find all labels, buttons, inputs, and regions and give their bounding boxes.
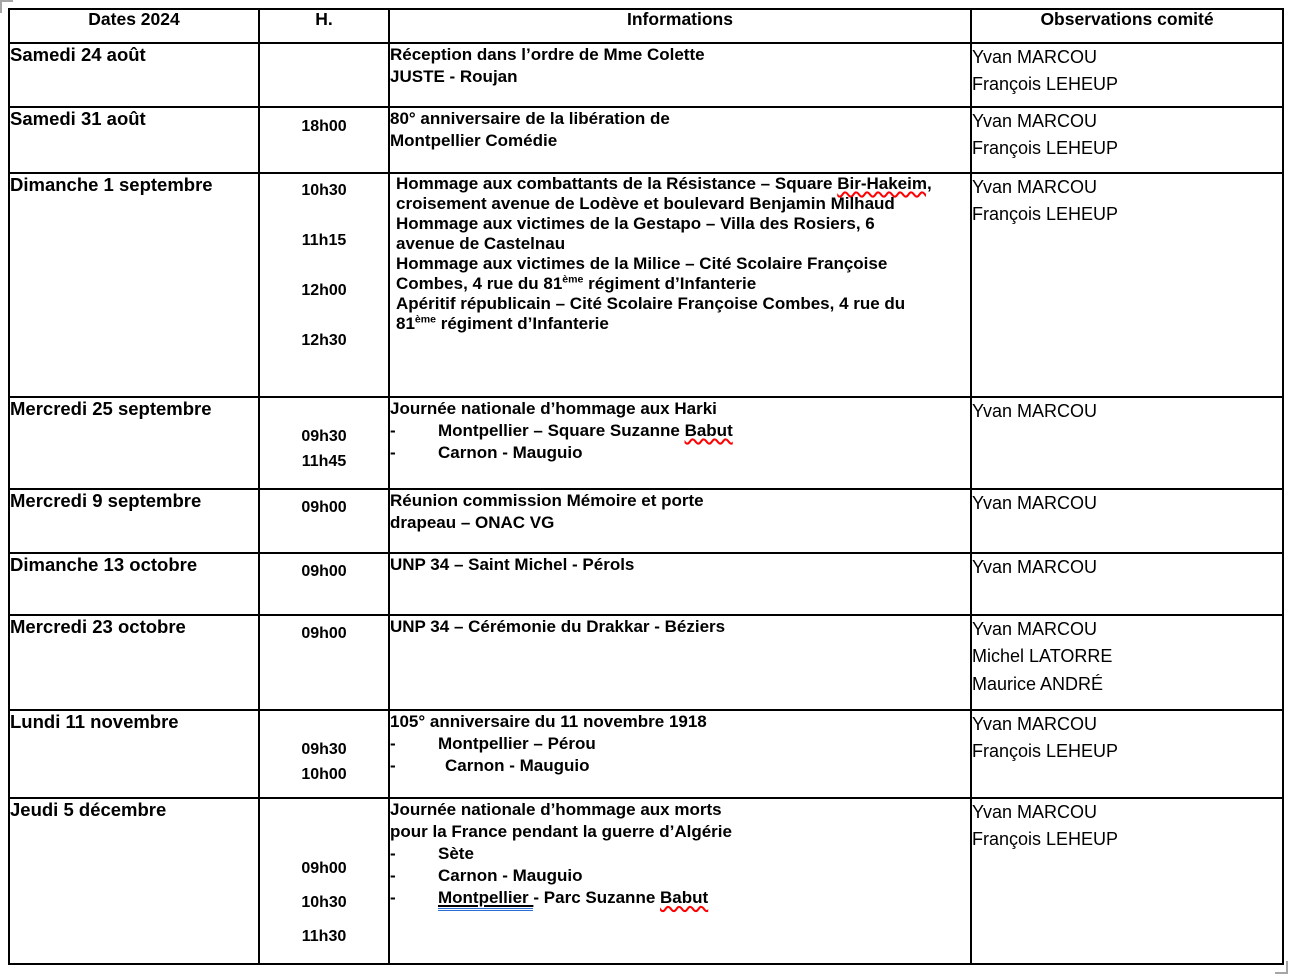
cell-observations <box>971 489 1283 553</box>
cell-observations <box>971 615 1283 710</box>
cell-observations <box>971 43 1283 107</box>
cell-observations <box>971 710 1283 798</box>
cell-date: Lundi 11 novembre <box>9 710 259 798</box>
bullet-text: Carnon - Mauguio <box>445 756 590 776</box>
bullet-text: Carnon - Mauguio <box>438 866 583 886</box>
bullet-text: Carnon - Mauguio <box>438 443 583 463</box>
bullet-item <box>390 733 970 755</box>
time-value: 10h00 <box>301 766 347 783</box>
bullet-text <box>438 420 733 442</box>
time-value: 18h00 <box>301 118 347 135</box>
misspelled-word: Babut <box>684 421 733 441</box>
bullet-dash: - <box>390 844 396 864</box>
observation-name: Yvan MARCOU <box>972 47 1098 67</box>
cell-date: Samedi 24 août <box>9 43 259 107</box>
time-value: 11h30 <box>301 928 347 945</box>
bullet-item <box>390 865 970 887</box>
table-body <box>9 43 1283 964</box>
observation-name: Michel LATORRE <box>972 646 1113 667</box>
info-line: Apéritif républicain – Cité Scolaire Françoise Combes, 4 rue du <box>396 294 906 314</box>
info-line: drapeau – ONAC VG <box>390 513 555 533</box>
bullet-item <box>390 442 970 464</box>
table-header-row <box>9 9 1283 43</box>
bullet-item <box>390 843 970 865</box>
cell-informations <box>389 107 971 173</box>
info-line: JUSTE - Roujan <box>390 67 518 87</box>
cell-informations <box>389 43 971 107</box>
cell-informations <box>389 489 971 553</box>
observation-name: François LEHEUP <box>972 829 1119 850</box>
cell-time <box>259 553 389 615</box>
bullet-dash: - <box>390 734 396 754</box>
info-heading: Journée nationale d’hommage aux Harki <box>390 399 717 418</box>
info-line: Hommage aux victimes de la Milice – Cité Scolaire Françoise <box>396 254 888 274</box>
observation-name: Maurice ANDRÉ <box>972 673 1104 694</box>
misspelled-word: Babut <box>660 888 709 908</box>
observation-name: Yvan MARCOU <box>972 802 1098 822</box>
bullet-text <box>438 887 708 909</box>
cell-observations <box>971 107 1283 173</box>
observation-name: François LEHEUP <box>972 138 1119 159</box>
bullet-item <box>390 887 970 909</box>
cell-date: Dimanche 1 septembre <box>9 173 259 397</box>
ordinal-suffix: ème <box>562 273 584 286</box>
table-row <box>9 615 1283 710</box>
info-line: UNP 34 – Saint Michel - Pérols <box>390 555 635 574</box>
observation-name: Yvan MARCOU <box>972 714 1098 734</box>
table-row <box>9 397 1283 489</box>
info-line: 80° anniversaire de la libération de <box>390 109 670 128</box>
cell-date: Mercredi 9 septembre <box>9 489 259 553</box>
cell-time <box>259 43 389 107</box>
observation-name: Yvan MARCOU <box>972 177 1098 197</box>
time-value: 10h30 <box>301 182 347 199</box>
bullet-dash: - <box>390 421 396 441</box>
cell-informations <box>389 173 971 397</box>
cell-observations <box>971 798 1283 964</box>
time-value: 09h00 <box>301 499 347 516</box>
bullet-dash: - <box>390 443 396 463</box>
info-line <box>396 314 970 334</box>
cell-time <box>259 107 389 173</box>
info-line: Réunion commission Mémoire et porte <box>390 491 704 510</box>
cell-observations <box>971 397 1283 489</box>
info-line <box>396 174 970 194</box>
observation-name: Yvan MARCOU <box>972 619 1098 639</box>
cell-date: Samedi 31 août <box>9 107 259 173</box>
cell-time <box>259 173 389 397</box>
cell-date: Mercredi 25 septembre <box>9 397 259 489</box>
bullet-item <box>390 755 970 777</box>
column-header-observations: Observations comité <box>971 9 1283 43</box>
document-page <box>8 8 1282 965</box>
time-value: 09h00 <box>301 860 347 877</box>
misspelled-word: Bir-Hakeim, <box>837 174 932 193</box>
observation-name: Yvan MARCOU <box>972 111 1098 131</box>
info-text: - Parc Suzanne <box>533 888 661 908</box>
bullet-dash: - <box>390 866 396 886</box>
time-value: 09h30 <box>301 741 347 758</box>
table-row <box>9 489 1283 553</box>
observation-name: Yvan MARCOU <box>972 493 1098 513</box>
cell-informations <box>389 710 971 798</box>
cell-time <box>259 489 389 553</box>
table-row <box>9 553 1283 615</box>
cell-date: Mercredi 23 octobre <box>9 615 259 710</box>
observation-name: François LEHEUP <box>972 741 1119 762</box>
column-header-hour: H. <box>259 9 389 43</box>
time-value: 10h30 <box>301 894 347 911</box>
cell-observations <box>971 553 1283 615</box>
observation-name: François LEHEUP <box>972 74 1119 95</box>
info-text: Montpellier – Square Suzanne <box>438 421 685 441</box>
time-value: 09h00 <box>301 625 347 642</box>
observation-name: Yvan MARCOU <box>972 401 1098 421</box>
time-value: 11h15 <box>301 232 347 249</box>
bullet-text: Montpellier – Pérou <box>438 734 596 754</box>
time-value: 09h30 <box>301 428 347 445</box>
info-text: régiment d’Infanterie <box>583 274 757 294</box>
info-heading: Journée nationale d’hommage aux morts <box>390 800 722 819</box>
info-line <box>396 274 970 294</box>
cell-observations <box>971 173 1283 397</box>
info-text: régiment d’Infanterie <box>436 314 609 334</box>
table-header <box>9 9 1283 43</box>
table-row <box>9 173 1283 397</box>
cell-date: Jeudi 5 décembre <box>9 798 259 964</box>
time-value: 11h45 <box>301 453 347 470</box>
table-row <box>9 107 1283 173</box>
cell-time <box>259 397 389 489</box>
info-text: 81 <box>396 314 415 334</box>
info-line: croisement avenue de Lodève et boulevard Benjamin Milhaud <box>396 194 895 214</box>
info-line: Montpellier Comédie <box>390 131 558 151</box>
bullet-item <box>390 420 970 442</box>
bullet-dash: - <box>390 756 396 776</box>
column-header-informations: Informations <box>389 9 971 43</box>
time-value: 12h30 <box>301 332 347 349</box>
bullet-dash: - <box>390 888 396 908</box>
info-heading: pour la France pendant la guerre d’Algérie <box>390 822 732 842</box>
info-line: Réception dans l’ordre de Mme Colette <box>390 45 705 64</box>
table-row <box>9 798 1283 964</box>
cell-date: Dimanche 13 octobre <box>9 553 259 615</box>
info-heading: 105° anniversaire du 11 novembre 1918 <box>390 712 707 731</box>
observation-name: François LEHEUP <box>972 204 1119 225</box>
cell-informations <box>389 615 971 710</box>
table-row <box>9 710 1283 798</box>
cell-informations <box>389 553 971 615</box>
ceremony-schedule-table <box>8 8 1284 965</box>
info-line: Hommage aux victimes de la Gestapo – Villa des Rosiers, 6 <box>396 214 875 234</box>
ordinal-suffix: ème <box>414 313 436 326</box>
cell-informations <box>389 397 971 489</box>
grammar-flagged-word: Montpellier <box>438 888 533 911</box>
table-row <box>9 43 1283 107</box>
cell-time <box>259 798 389 964</box>
column-header-dates: Dates 2024 <box>9 9 259 43</box>
time-value: 12h00 <box>301 282 347 299</box>
info-line: avenue de Castelnau <box>396 234 566 254</box>
info-text: Hommage aux combattants de la Résistance – Square <box>396 174 838 193</box>
info-text: Combes, 4 rue du 81 <box>396 274 563 294</box>
bullet-text: Sète <box>438 844 474 864</box>
cell-informations <box>389 798 971 964</box>
cell-time <box>259 710 389 798</box>
time-value: 09h00 <box>301 563 347 580</box>
observation-name: Yvan MARCOU <box>972 557 1098 577</box>
info-line: UNP 34 – Cérémonie du Drakkar - Béziers <box>390 617 726 636</box>
cell-time <box>259 615 389 710</box>
